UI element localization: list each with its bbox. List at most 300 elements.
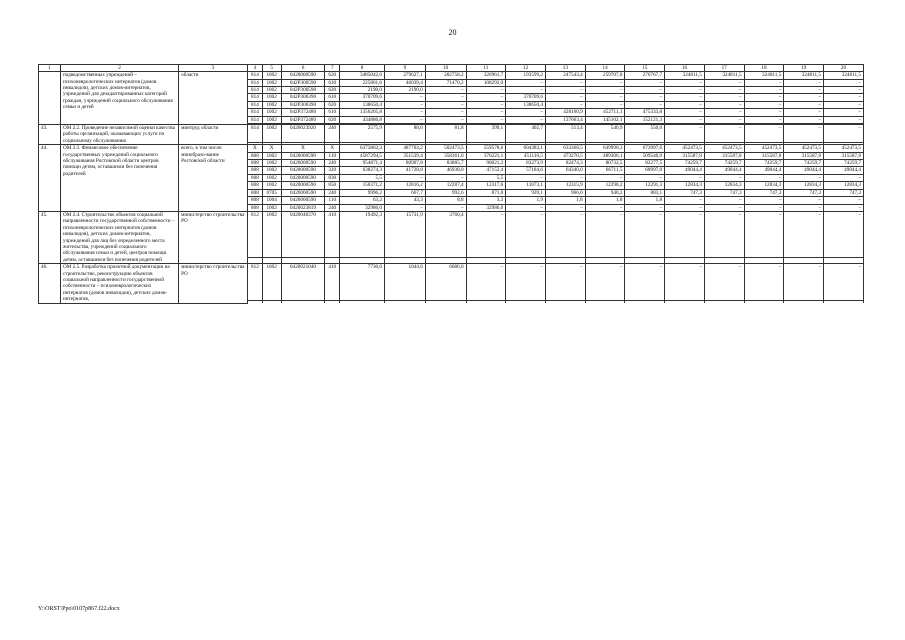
table-cell: 12291,3 [625,182,665,189]
table-cell: 3485042,6 [340,72,385,79]
table-cell: 12317,6 [466,182,506,189]
table-cell: – [385,116,426,123]
table-cell: 451110,5 [506,152,546,159]
table-cell: 0420000590 [281,189,325,196]
table-cell: X [281,145,325,152]
table-cell [466,301,506,304]
table-cell: 808 [248,160,263,167]
table-cell: 747,3 [744,189,784,196]
col-header: 19 [784,65,824,72]
table-cell: 320 [325,167,340,174]
table-cell: 240 [325,160,340,167]
table-cell: 610 [325,109,340,116]
table-cell: – [704,94,744,101]
table-cell: – [824,116,864,123]
table-cell: – [585,87,625,94]
table-cell: – [784,264,824,301]
table-cell: – [466,211,506,257]
table-cell: – [506,109,546,116]
table-cell: – [784,101,824,108]
table-cell: – [466,87,506,94]
row-number: 43. [39,125,61,145]
table-cell [545,301,585,304]
table-cell: – [625,94,665,101]
table-cell: – [704,264,744,301]
table-cell: – [824,197,864,204]
table-cell: – [824,87,864,94]
table-cell: – [466,264,506,301]
executor: министерство строительства РО [179,211,248,263]
table-cell: 812 [248,211,263,257]
table-cell: 871,0 [466,189,506,196]
table-cell: – [506,264,546,301]
table-cell: X [325,145,340,152]
table-cell: 410 [325,211,340,257]
table-cell: 324811,5 [704,72,744,79]
table-cell: 80907,8 [385,160,426,167]
table-cell: – [625,204,665,211]
table-cell: 620 [325,101,340,108]
table-cell: 240 [325,204,340,211]
table-cell: 49044,4 [744,167,784,174]
table-cell: – [744,197,784,204]
table-cell: 489306,1 [585,152,625,159]
table-row [39,145,864,152]
table-cell: 12834,3 [704,182,744,189]
table-cell: – [585,79,625,86]
table-cell: 324811,5 [744,72,784,79]
table-cell: 747,3 [665,189,705,196]
table-cell: 452473,5 [824,145,864,152]
table-cell [824,301,864,304]
table-row [39,72,864,79]
table-cell: – [704,116,744,123]
table-cell: 82277,5 [625,160,665,167]
table-cell: 042P300390 [281,101,325,108]
table-cell: 2190,0 [385,87,426,94]
table-cell: 193599,2 [506,72,546,79]
table-cell: 74259,7 [665,160,705,167]
table-cell: 1004 [262,197,281,204]
table-cell: – [545,94,585,101]
table-cell: 47152,4 [466,167,506,174]
table-cell: 808 [248,204,263,211]
table-cell: 15731,9 [385,211,426,257]
table-cell: – [784,174,824,181]
table-cell: 808 [248,167,263,174]
table-cell: 152121,3 [625,116,665,123]
table-cell: 0420000590 [281,167,325,174]
table-cell: 0420000590 [281,174,325,181]
table-cell: 0420000590 [281,152,325,159]
table-cell: 3760,4 [425,211,466,257]
table-cell: – [744,125,784,143]
table-cell: – [665,94,705,101]
table-cell: 1002 [262,72,281,79]
table-cell: 814 [248,101,263,108]
table-cell: – [784,87,824,94]
table-cell: 992,6 [425,189,466,196]
table-cell: – [784,211,824,257]
table-cell: 326961,7 [466,72,506,79]
table-cell: – [665,87,705,94]
table-cell: – [824,94,864,101]
table-cell: 108292,0 [466,79,506,86]
table-cell: – [784,125,824,143]
table-cell: 1,8 [625,197,665,204]
table-cell: 315587,8 [665,152,705,159]
table-cell: – [784,197,824,204]
table-cell: – [585,204,625,211]
col-header: 17 [704,65,744,72]
table-cell: 0420023819 [281,204,325,211]
executor: всего, в том числе: минобразо-вание Ростовской области [179,145,248,212]
table-cell: – [665,101,705,108]
table-cell: 324811,5 [824,72,864,79]
table-cell [704,301,744,304]
table-cell: 110 [325,197,340,204]
table-cell: 49044,4 [784,167,824,174]
table-cell: 1002 [262,109,281,116]
table-cell: – [425,94,466,101]
table-cell: – [506,87,546,94]
table-cell: 513,4 [545,125,585,143]
table-cell: 0420000590 [281,160,325,167]
row-number [39,72,61,125]
table-cell: 452473,5 [784,145,824,152]
table-cell: 83273,9 [506,160,546,167]
table-cell: 747,3 [784,189,824,196]
table-cell: – [625,87,665,94]
table-cell: 452473,5 [704,145,744,152]
table-cell: – [704,101,744,108]
table-cell: – [425,204,466,211]
table-cell: 74259,7 [824,160,864,167]
table-cell: – [385,94,426,101]
table-cell: X [262,145,281,152]
table-cell: – [385,109,426,116]
table-cell: 137663,4 [545,116,585,123]
table-cell: 1002 [262,152,281,159]
table-cell: 1356205,8 [340,109,385,116]
table-cell: 434886,8 [340,116,385,123]
table-cell: – [466,101,506,108]
measure-title: ОМ 2.2. Проведение независимой оценки качества работы организаций, оказывающих услуги по социальному обслуживанию [60,125,178,145]
table-cell: – [665,79,705,86]
table-cell: 966,0 [545,189,585,196]
table-row [39,211,864,257]
table-cell: 11873,1 [506,182,546,189]
table-cell: 399,1 [466,125,506,143]
table-cell: 649990,3 [585,145,625,152]
table-cell: 509546,9 [625,152,665,159]
measure-title: подведомственных учреждений – психоневрологических интернатов (домов инвалидов), детских домов-интернатов, учреждений для дезадаптированных категорий граждан, учреждений социального обслуживания семьи и детей [60,72,178,125]
table-cell: 8,8 [425,197,466,204]
table-cell: – [585,264,625,301]
measure-title: ОМ 2.4. Строительство объектов социальной направленности государственной собственности – психоневрологических интернатов (домов инвалидов), детских домов-интернатов, учреждений для лиц без определенного места жительства, учреждений социального обслуживания семьи и детей, центров помощи детям, оставшимся без попечения родителей [60,211,178,263]
table-cell: – [545,174,585,181]
table-cell: – [585,94,625,101]
table-cell: – [824,109,864,116]
table-cell: 042P372480 [281,116,325,123]
table-cell: 814 [248,116,263,123]
table-cell: – [665,211,705,257]
table-cell: 042P372480 [281,109,325,116]
table-cell: 1002 [262,125,281,143]
table-cell: – [506,116,546,123]
table-cell: 376221,1 [466,152,506,159]
table-cell: 620 [325,87,340,94]
table-cell: 81,8 [425,125,466,143]
table-cell [585,301,625,304]
table-cell: 66711,5 [585,167,625,174]
table-cell: – [625,211,665,257]
table-cell: – [744,79,784,86]
table-cell: – [545,79,585,86]
table-cell: 042P300590 [281,87,325,94]
table-cell: 63,2 [340,197,385,204]
table-cell: – [784,94,824,101]
table-cell: – [784,109,824,116]
table-cell: 279627,1 [385,72,426,79]
table-cell: 1002 [262,182,281,189]
table-cell: 138650,4 [340,101,385,108]
table-cell: 1002 [262,211,281,257]
table-cell: – [744,211,784,257]
table-cell: 1002 [262,264,281,301]
table-cell [385,301,426,304]
table-cell: 0705 [262,189,281,196]
table-cell: 150371,2 [340,182,385,189]
table-cell: 1002 [262,87,281,94]
table-cell: – [545,87,585,94]
table-cell: 64340,0 [545,167,585,174]
col-header: 18 [744,65,784,72]
table-cell: 1002 [262,94,281,101]
measure-title: ОМ 2.5. Разработка проектной документации на строительство, реконструкцию объектов социальной направленности государственной собственности – психоневрологических интернатов (домов инвалидов), детских домов-интернатов, [60,264,178,303]
table-cell: 3,3 [466,197,506,204]
table-cell: 812 [248,264,263,301]
table-cell: 32986,0 [466,204,506,211]
table-cell: 324811,5 [665,72,705,79]
table-cell: 41728,8 [385,167,426,174]
table-cell: – [625,264,665,301]
budget-table [38,64,864,304]
table-cell: 12834,3 [784,182,824,189]
col-header: 14 [585,65,625,72]
table-cell: – [625,174,665,181]
table-cell: 610 [325,94,340,101]
table-cell: – [704,125,744,143]
table-cell: 550,0 [625,125,665,143]
table-cell: 138650,4 [506,101,546,108]
table-cell: – [506,174,546,181]
table-body [39,65,864,304]
table-cell: 49044,4 [704,167,744,174]
table-cell: – [744,101,784,108]
table-cell: – [585,211,625,257]
table-cell: 610 [325,79,340,86]
table-cell: 145102,1 [585,116,625,123]
table-cell: – [665,174,705,181]
table-cell: 43,3 [385,197,426,204]
table-cell: – [665,197,705,204]
table-cell: 74259,7 [704,160,744,167]
table-cell [340,301,385,304]
table-cell: 814 [248,79,263,86]
table-cell: 808 [248,189,263,196]
table-cell: 71470,2 [425,79,466,86]
table-cell: 315587,8 [784,152,824,159]
measure-title: ОМ 2.3. Финансовое обеспечение государственных учреждений социального обслуживания Ростовской области центров помощи детям, оставшимся без попечения родителей [60,145,178,212]
table-cell: 90021,2 [466,160,506,167]
col-header: 13 [545,65,585,72]
table-cell: 808 [248,182,263,189]
table-cell: – [704,87,744,94]
table-cell: 315587,8 [744,152,784,159]
table-cell: – [625,79,665,86]
table-cell: 46039,4 [385,79,426,86]
table-cell: 12315,9 [545,182,585,189]
table-cell: 747,3 [704,189,744,196]
table-cell: 620 [325,116,340,123]
table-cell: 68997,0 [625,167,665,174]
executor: минтруд области [179,125,248,145]
executor: министерство строительства РО [179,264,248,303]
col-header: 16 [665,65,705,72]
table-cell: 0420000590 [281,72,325,79]
table-cell: 74259,7 [784,160,824,167]
table-row [39,264,864,301]
table-cell: 452711,1 [585,109,625,116]
row-number: 46. [39,264,61,303]
table-cell: 1,8 [545,197,585,204]
table-cell: 9996,2 [340,189,385,196]
table-cell: 638274,3 [340,167,385,174]
table-cell: 1002 [262,204,281,211]
executor: области [179,72,248,125]
table-cell: 247543,4 [545,72,585,79]
table-cell: 667,7 [385,189,426,196]
col-header: 6 [281,65,325,72]
table-cell: – [704,109,744,116]
table-cell: – [466,94,506,101]
table-cell: – [506,204,546,211]
row-number: 45. [39,211,61,263]
table-cell: – [665,204,705,211]
table-cell: 57184,6 [506,167,546,174]
table-cell: – [385,101,426,108]
table-cell: – [585,174,625,181]
table-cell: 883,1 [625,189,665,196]
table-cell: 1002 [262,160,281,167]
table-cell [506,301,546,304]
col-header: 1 [39,65,61,72]
table-cell: 370709,6 [340,94,385,101]
table-cell [262,301,281,304]
table-cell: 324811,5 [784,72,824,79]
table-cell: 1044,6 [385,264,426,301]
col-header: 4 [248,65,263,72]
table-cell: 19492,3 [340,211,385,257]
col-header: 20 [824,65,864,72]
table-cell: – [824,204,864,211]
table-cell: 814 [248,125,263,143]
table-cell [625,301,665,304]
table-cell: 042P300390 [281,94,325,101]
table-cell: 74259,7 [744,160,784,167]
table-cell: 49044,4 [665,167,705,174]
table-cell: 814 [248,72,263,79]
table-cell: 1002 [262,167,281,174]
table-cell: 351539,4 [385,152,426,159]
table-cell: 502473,5 [425,145,466,152]
table-cell: – [665,109,705,116]
table-cell: – [744,94,784,101]
table-cell: 808 [248,152,263,159]
table-cell: – [385,204,426,211]
table-cell: 954871,4 [340,160,385,167]
table-cell: 487703,2 [385,145,426,152]
table-cell: 12287,4 [425,182,466,189]
table-cell: – [744,109,784,116]
table-cell: – [704,204,744,211]
table-cell [744,301,784,304]
table-cell: 559578,6 [466,145,506,152]
col-header: 15 [625,65,665,72]
table-cell: 80732,5 [585,160,625,167]
table-cell: – [704,174,744,181]
table-cell: 6373862,3 [340,145,385,152]
header-row [39,65,864,72]
table-cell: 452473,5 [665,145,705,152]
table-cell: 7730,6 [340,264,385,301]
table-cell: 46938,0 [425,167,466,174]
table-cell: – [545,101,585,108]
table-cell: 808 [248,197,263,204]
table-cell: – [704,197,744,204]
table-row [39,125,864,143]
table-cell: – [824,125,864,143]
row-number: 44. [39,145,61,212]
table-cell: – [665,125,705,143]
table-cell: 1002 [262,79,281,86]
col-header: 9 [385,65,426,72]
footer-file-path: Y:\ORST\Ppo\0107p867.f22.docx [38,606,120,612]
table-cell: – [466,116,506,123]
table-cell [425,301,466,304]
table-cell: 259707,8 [585,72,625,79]
table-cell: 240 [325,125,340,143]
table-cell: 5,5 [340,174,385,181]
table-cell: – [425,109,466,116]
table-cell: 0420021040 [281,264,325,301]
table-cell: 540,9 [585,125,625,143]
table-cell: X [248,145,263,152]
table-cell: 1002 [262,101,281,108]
col-header: 2 [60,65,178,72]
table-cell: 808 [248,174,263,181]
table-cell: – [744,174,784,181]
table-cell: – [506,211,546,257]
table-cell: 270767,7 [625,72,665,79]
table-cell: 282758,2 [425,72,466,79]
table-cell: – [665,116,705,123]
table-cell: 473270,5 [545,152,585,159]
table-cell: 620 [325,72,340,79]
table-cell [784,301,824,304]
table-cell: – [545,264,585,301]
